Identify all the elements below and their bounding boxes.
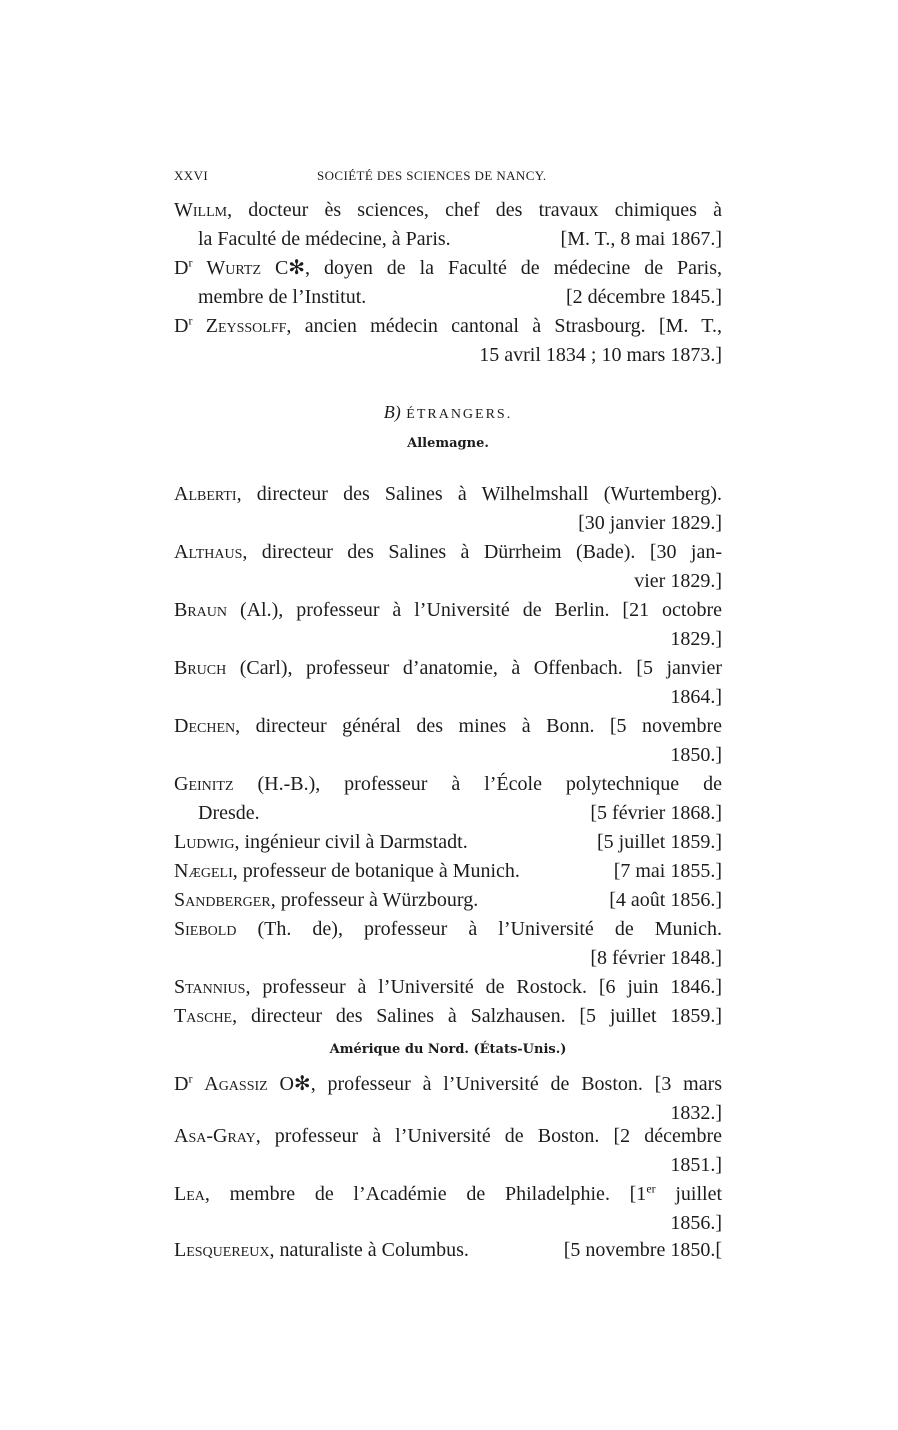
entry-text: , directeur des Salines à Dürrheim (Bade). [30 jan- <box>242 541 722 563</box>
member-name: Agassiz <box>204 1073 268 1095</box>
entry-dechen-line-2 <box>174 741 722 769</box>
entry-text: , docteur ès sciences, chef des travaux chimiques à <box>227 199 722 221</box>
member-name: Willm <box>174 199 228 221</box>
entry-date: [8 février 1848.] <box>590 947 722 969</box>
entry-date: 1856.] <box>670 1212 722 1234</box>
member-name: Dechen <box>174 715 236 737</box>
member-name: Braun <box>174 599 228 621</box>
entry-text: la Faculté de médecine, à Paris. <box>198 228 451 250</box>
entry-date: vier 1829.] <box>634 570 722 592</box>
entry-asa-gray-line-1 <box>174 1122 722 1150</box>
entry-date: [5 novembre 1850.[ <box>563 1239 722 1261</box>
entry-text: , directeur général des mines à Bonn. [5 novembre <box>235 715 722 737</box>
member-name: Siebold <box>174 918 237 940</box>
entry-alberti-line-2 <box>174 509 722 537</box>
member-name: Sandberger <box>174 889 271 911</box>
entry-sandberger <box>174 886 722 914</box>
title-superscript: r <box>188 1071 193 1086</box>
entry-date: [5 février 1868.] <box>590 802 722 824</box>
entry-date: [4 août 1856.] <box>609 889 722 911</box>
member-name: Alberti <box>174 483 237 505</box>
entry-text: , professeur à Würzbourg. <box>270 889 479 911</box>
running-title: SOCIÉTÉ DES SCIENCES DE NANCY. <box>317 168 547 183</box>
entry-text: , membre de l’Académie de Philadelphie. [1 <box>204 1183 647 1205</box>
entry-text: , ancien médecin cantonal à Strasbourg. [M. T., <box>286 315 723 337</box>
entry-date: [7 mai 1855.] <box>613 860 722 882</box>
entry-tasche <box>174 1002 722 1030</box>
entry-stannius <box>174 973 722 1001</box>
ordinal-superscript: er <box>646 1181 656 1196</box>
member-name: Althaus <box>174 541 243 563</box>
member-name: Wurtz <box>206 257 261 279</box>
subsection-heading-north-america: Amérique du Nord. (États-Unis.) <box>329 1042 567 1057</box>
section-label: ÉTRANGERS. <box>406 407 513 422</box>
entry-text: , directeur des Salines à Wilhelmshall (Wurtemberg). <box>236 483 722 505</box>
member-name: Tasche <box>174 1005 233 1027</box>
entry-text: (Al.), professeur à l’Université de Berlin. [21 octobre <box>227 599 722 621</box>
entry-alberti-line-1 <box>174 480 722 508</box>
entry-date: [M. T., 8 mai 1867.] <box>560 228 722 250</box>
member-name: Ludwig <box>174 831 235 853</box>
member-name: Asa-Gray <box>174 1125 256 1147</box>
entry-lea-line-1 <box>174 1180 722 1208</box>
entry-text: , professeur de botanique à Munich. <box>232 860 520 882</box>
entry-text: membre de l’Institut. <box>198 286 367 308</box>
entry-wurtz-line-1 <box>174 254 722 282</box>
section-heading-foreigners <box>174 402 722 423</box>
running-head <box>174 168 720 188</box>
entry-siebold-line-1 <box>174 915 722 943</box>
entry-bruch-line-2 <box>174 683 722 711</box>
entry-text: juillet <box>655 1183 723 1205</box>
entry-text: , ingénieur civil à Darmstadt. <box>234 831 468 853</box>
entry-date: 1864.] <box>670 686 722 708</box>
entry-althaus-line-1 <box>174 538 722 566</box>
entry-text: , professeur à l’Université de Boston. [2 décembre <box>255 1125 722 1147</box>
entry-date: [5 juillet 1859.] <box>597 831 722 853</box>
entry-date: 1851.] <box>670 1154 722 1176</box>
entry-willm-line-1 <box>174 196 722 224</box>
title-prefix: D <box>174 257 189 279</box>
entry-text: (Carl), professeur d’anatomie, à Offenbach. [5 janvier <box>226 657 722 679</box>
entry-date: 15 avril 1834 ; 10 mars 1873.] <box>479 344 722 366</box>
entry-wurtz-line-2 <box>198 283 722 311</box>
entry-asa-gray-line-2 <box>174 1151 722 1179</box>
entry-zeyssolff-line-2 <box>174 341 722 369</box>
entry-willm-line-2 <box>198 225 722 253</box>
title-superscript: r <box>188 255 193 270</box>
entry-text: , naturaliste à Columbus. <box>269 1239 469 1261</box>
subsection-heading-germany: Allemagne. <box>407 436 489 451</box>
entry-lesquereux <box>174 1236 722 1264</box>
page-number: XXVI <box>174 168 209 183</box>
entry-braun-line-2 <box>174 625 722 653</box>
entry-date: 1829.] <box>670 628 722 650</box>
entry-geinitz-line-1 <box>174 770 722 798</box>
entry-text: (Th. de), professeur à l’Université de Munich. <box>236 918 722 940</box>
entry-date: 1832.] <box>670 1102 722 1124</box>
member-name: Bruch <box>174 657 227 679</box>
entry-agassiz-line-1 <box>174 1070 722 1098</box>
entry-althaus-line-2 <box>174 567 722 595</box>
entry-geinitz-line-2 <box>198 799 722 827</box>
entry-date: 1850.] <box>670 744 722 766</box>
entry-dechen-line-1 <box>174 712 722 740</box>
entry-braun-line-1 <box>174 596 722 624</box>
title-prefix: D <box>174 315 189 337</box>
entry-zeyssolff-line-1 <box>174 312 722 340</box>
member-name: Geinitz <box>174 773 234 795</box>
entry-text: O✻, professeur à l’Université de Boston. [3 mars <box>267 1073 723 1095</box>
entry-ludwig <box>174 828 722 856</box>
member-name: Lea <box>174 1183 205 1205</box>
entry-date: [30 janvier 1829.] <box>578 512 722 534</box>
member-name: Zeyssolff <box>205 315 287 337</box>
member-name: Nægeli <box>174 860 233 882</box>
section-letter: B) <box>383 402 401 422</box>
entry-text: Dresde. <box>198 802 260 824</box>
entry-lea-line-2 <box>174 1209 722 1237</box>
member-name: Lesquereux <box>174 1239 270 1261</box>
entry-siebold-line-2 <box>174 944 722 972</box>
entry-text: , directeur des Salines à Salzhausen. [5 juillet 1859.] <box>232 1005 722 1027</box>
entry-text: , professeur à l’Université de Rostock. [6 juin 1846.] <box>245 976 722 998</box>
entry-date: [2 décembre 1845.] <box>565 286 722 308</box>
entry-bruch-line-1 <box>174 654 722 682</box>
entry-naegeli <box>174 857 722 885</box>
title-prefix: D <box>174 1073 189 1095</box>
title-superscript: r <box>188 313 193 328</box>
member-name: Stannius <box>174 976 246 998</box>
entry-text: C✻, doyen de la Faculté de médecine de Paris, <box>261 257 723 279</box>
entry-text: (H.-B.), professeur à l’École polytechnique de <box>233 773 722 795</box>
